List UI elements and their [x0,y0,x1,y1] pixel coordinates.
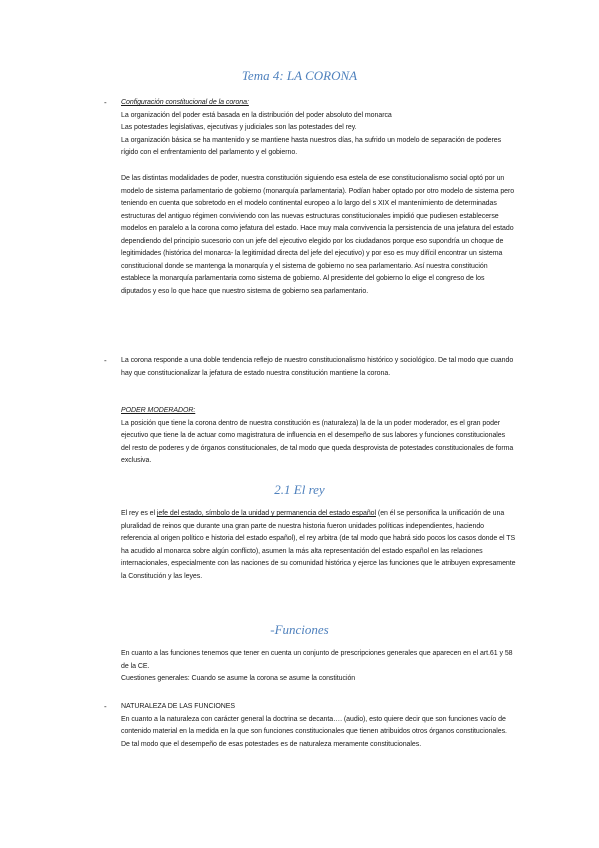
paragraph-line: Las potestades legislativas, ejecutivas y judiciales son las potestades del rey. [121,124,357,131]
paragraph-modalidades: De las distintas modalidades de poder, nuestra constitución siguiendo esa estela de ese constitucionalismo social optó por un modelo de sistema parlamentario de gobierno (monarquía parlamentaria). Podían haber optado por otro modelo de sistema pero teniendo en cuenta que sobretodo en el modelo continental europeo a lo largo del s XIX el mantenimiento de determinadas estructuras del antiguo régimen conviviendo con las nuevas estructuras constitucionales impidió que pudiesen establecerse modelos en paralelo a la corona como jefatura del estado. Hace muy mala convivencia la persistencia de una jefatura del estado dependiendo del principio sucesorio con un jefe del ejecutivo elegido por los ciudadanos porque eso supondría un choque de legitimidades (histórica del monarca- la legitimidad directa del jefe del ejecutivo) y por eso es muy difícil encontrar un sistema constitucional donde se mantenga la monarquía y el sistema de gobierno no sea parlamentario. Así nuestra constitución establece la monarquía parlamentaria como sistema de gobierno. Al presidente del gobierno lo elige el congreso de los diputados y eso lo que hace que nuestro sistema de gobierno sea parlamentario. [121,175,515,295]
paragraph-line: La organización básica se ha mantenido y se mantiene hasta nuestros días, ha sufrido un modelo de separación de poderes rígido con el enfrentamiento del parlamento y el gobierno. [121,136,502,156]
section-poder-moderador [121,405,516,468]
document-title: Tema 4: LA CORONA [241,68,358,83]
bullet-marker: - [104,98,107,107]
paragraph-poder-moderador: La posición que tiene la corona dentro de nuestra constitución es (naturaleza) la de la un poder moderador, es el gran poder ejecutivo que tiene la de actuar como magistratura de influencia en el desempeño de sus labores y funciones constitucionales del resto de poderes y de órganos constitucionales, de tal modo que queda desprovista de potestades constitucionales de forma exclusiva. [121,419,514,464]
paragraph-cuestiones: Cuestiones generales: Cuando se asume la corona se asume la constitución [121,675,356,682]
section-funciones [121,648,516,686]
text-segment: El rey es el [121,510,157,517]
subheading-poder-moderador: PODER MODERADOR: [121,407,196,414]
heading-naturaleza: NATURALEZA DE LAS FUNCIONES [121,703,236,710]
paragraph-funciones: En cuanto a las funciones tenemos que tener en cuenta un conjunto de prescripciones generales que aparecen en el art.61 y 58 de la CE. [121,650,513,670]
section-title-el-rey: 2.1 El rey [274,482,325,497]
paragraph-el-rey [121,508,516,583]
bullet-marker: - [104,356,107,365]
section-naturaleza [121,701,516,751]
underlined-segment: jefe del estado, símbolo de la unidad y permanencia del estado español [156,510,377,517]
section-configuracion [121,97,516,160]
text-segment: (en él se personifica la unificación de una pluralidad de reinos que durante una gran parte de nuestra historia fueron unidades políticas independientes, haciendo referencia al origen político e historia del estado español), el rey arbitra (de tal modo que habrá sido pocos los casos donde el TS ha acudido al monarca sobre algún conflicto), asumen la más alta representación del estado español en las relaciones internacionales, especialmente con las naciones de su comunidad histórica y ejerce las funciones que le atribuyen expresamente la Constitución y las leyes. [121,510,516,580]
bullet-marker: - [104,702,107,711]
paragraph-corona-tendencia: La corona responde a una doble tendencia reflejo de nuestro constitucionalismo histórico y sociológico. De tal modo que cuando hay que constitucionalizar la jefatura de estado nuestra constitución mantiene la corona. [121,357,514,377]
paragraph-naturaleza: En cuanto a la naturaleza con carácter general la doctrina se decanta…. (audio), esto quiere decir que son funciones vacío de contenido material en la medida en la que son funciones constitucionales que tienen atribuidos otros órganos constitucionales. De tal modo que el desempeño de esas potestades es de naturaleza meramente constitucionales. [121,715,507,748]
paragraph-line: La organización del poder está basada en la distribución del poder absoluto del monarca [121,111,392,119]
section-heading: Configuración constitucional de la corona: [121,99,249,106]
section-title-funciones: -Funciones [270,622,329,637]
